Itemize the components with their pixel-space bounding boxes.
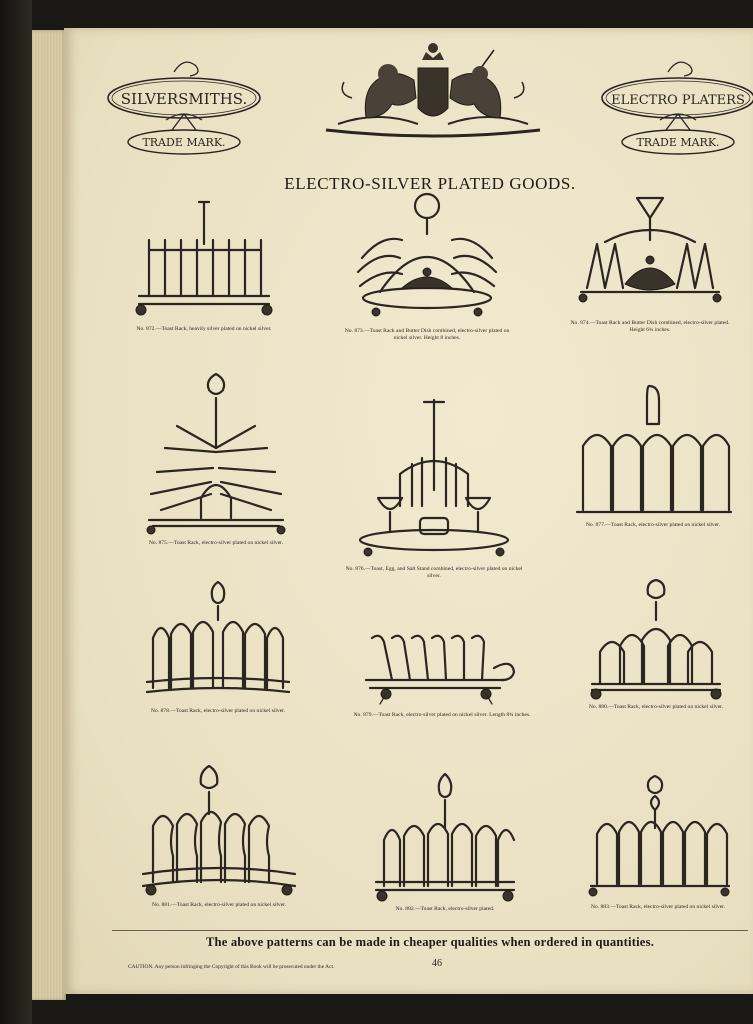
- item-caption: No. 872.—Toast Rack, heavily silver plated on nickel silver.: [136, 326, 272, 332]
- toast-rack-illustration: [586, 576, 726, 702]
- toast-rack-illustration: [143, 578, 293, 706]
- toast-egg-salt-stand-illustration: [354, 394, 514, 564]
- left-emblem-top-text: SILVERSMITHS.: [120, 90, 248, 108]
- item-caption: No. 879.—Toast Rack, electro-silver plated on nickel silver. Length 8¾ inches.: [353, 712, 531, 718]
- item-caption: No. 873.—Toast Rack and Butter Dish combined, electro-silver plated on nickel silver. Height 8 inches.: [344, 328, 510, 341]
- silversmiths-trade-mark-emblem: [104, 50, 264, 160]
- right-emblem-top-text: ELECTRO PLATERS: [611, 93, 745, 108]
- catalog-item-872: [124, 192, 284, 333]
- royal-coat-of-arms: [318, 38, 548, 140]
- electro-platers-trade-mark-emblem: [598, 50, 753, 160]
- catalog-item-873: [342, 188, 512, 341]
- item-caption: No. 880.—Toast Rack, electro-silver plated on nickel silver.: [588, 704, 724, 710]
- book-binding: [0, 0, 32, 1024]
- catalog-item-883: [578, 772, 738, 911]
- catalog-page: [64, 28, 753, 994]
- toast-rack-illustration: [573, 380, 733, 520]
- toast-rack-illustration: [139, 762, 299, 900]
- item-caption: No. 874.—Toast Rack and Butter Dish combined, electro-silver plated. Height 6¾ inches.: [570, 320, 730, 333]
- item-caption: No. 882.—Toast Rack, electro-silver plated.: [395, 906, 495, 912]
- toast-rack-illustration: [141, 368, 291, 538]
- item-caption: No. 876.—Toast, Egg, and Salt Stand combined, electro-silver plated on nickel silver.: [345, 566, 523, 579]
- catalog-item-877: [568, 380, 738, 529]
- left-emblem-bottom-text: TRADE MARK.: [142, 136, 226, 149]
- catalog-item-874: [566, 188, 734, 333]
- copyright-caution: CAUTION. Any person infringing the Copyright of this Book will be prosecuted under the Act.: [128, 964, 335, 970]
- item-caption: No. 881.—Toast Rack, electro-silver plated on nickel silver.: [151, 902, 287, 908]
- page-title: ELECTRO-SILVER PLATED GOODS.: [284, 174, 576, 193]
- catalog-item-875: [136, 368, 296, 547]
- catalog-item-880: [576, 576, 736, 711]
- toast-rack-illustration: [370, 770, 520, 904]
- toast-rack-butter-dish-illustration: [575, 188, 725, 318]
- toast-rack-illustration: [583, 772, 733, 902]
- item-caption: No. 883.—Toast Rack, electro-silver plated on nickel silver.: [590, 904, 726, 910]
- catalog-item-881: [134, 762, 304, 909]
- right-emblem-bottom-text: TRADE MARK.: [636, 136, 720, 149]
- page-number: 46: [432, 958, 442, 969]
- catalog-item-882: [360, 770, 530, 913]
- catalog-item-879: [352, 628, 532, 719]
- item-caption: No. 878.—Toast Rack, electro-silver plated on nickel silver.: [150, 708, 286, 714]
- toast-rack-butter-dish-illustration: [352, 188, 502, 326]
- page-edges: [32, 30, 66, 1000]
- catalog-item-876: [344, 394, 524, 579]
- catalog-item-878: [138, 578, 298, 715]
- item-caption: No. 877.—Toast Rack, electro-silver plated on nickel silver.: [585, 522, 721, 528]
- toast-rack-illustration: [129, 192, 279, 324]
- item-caption: No. 875.—Toast Rack, electro-silver plated on nickel silver.: [148, 540, 284, 546]
- quantity-note: The above patterns can be made in cheaper qualities when ordered in quantities.: [205, 935, 655, 949]
- bottom-divider: [112, 930, 748, 931]
- toast-rack-illustration: [362, 628, 522, 710]
